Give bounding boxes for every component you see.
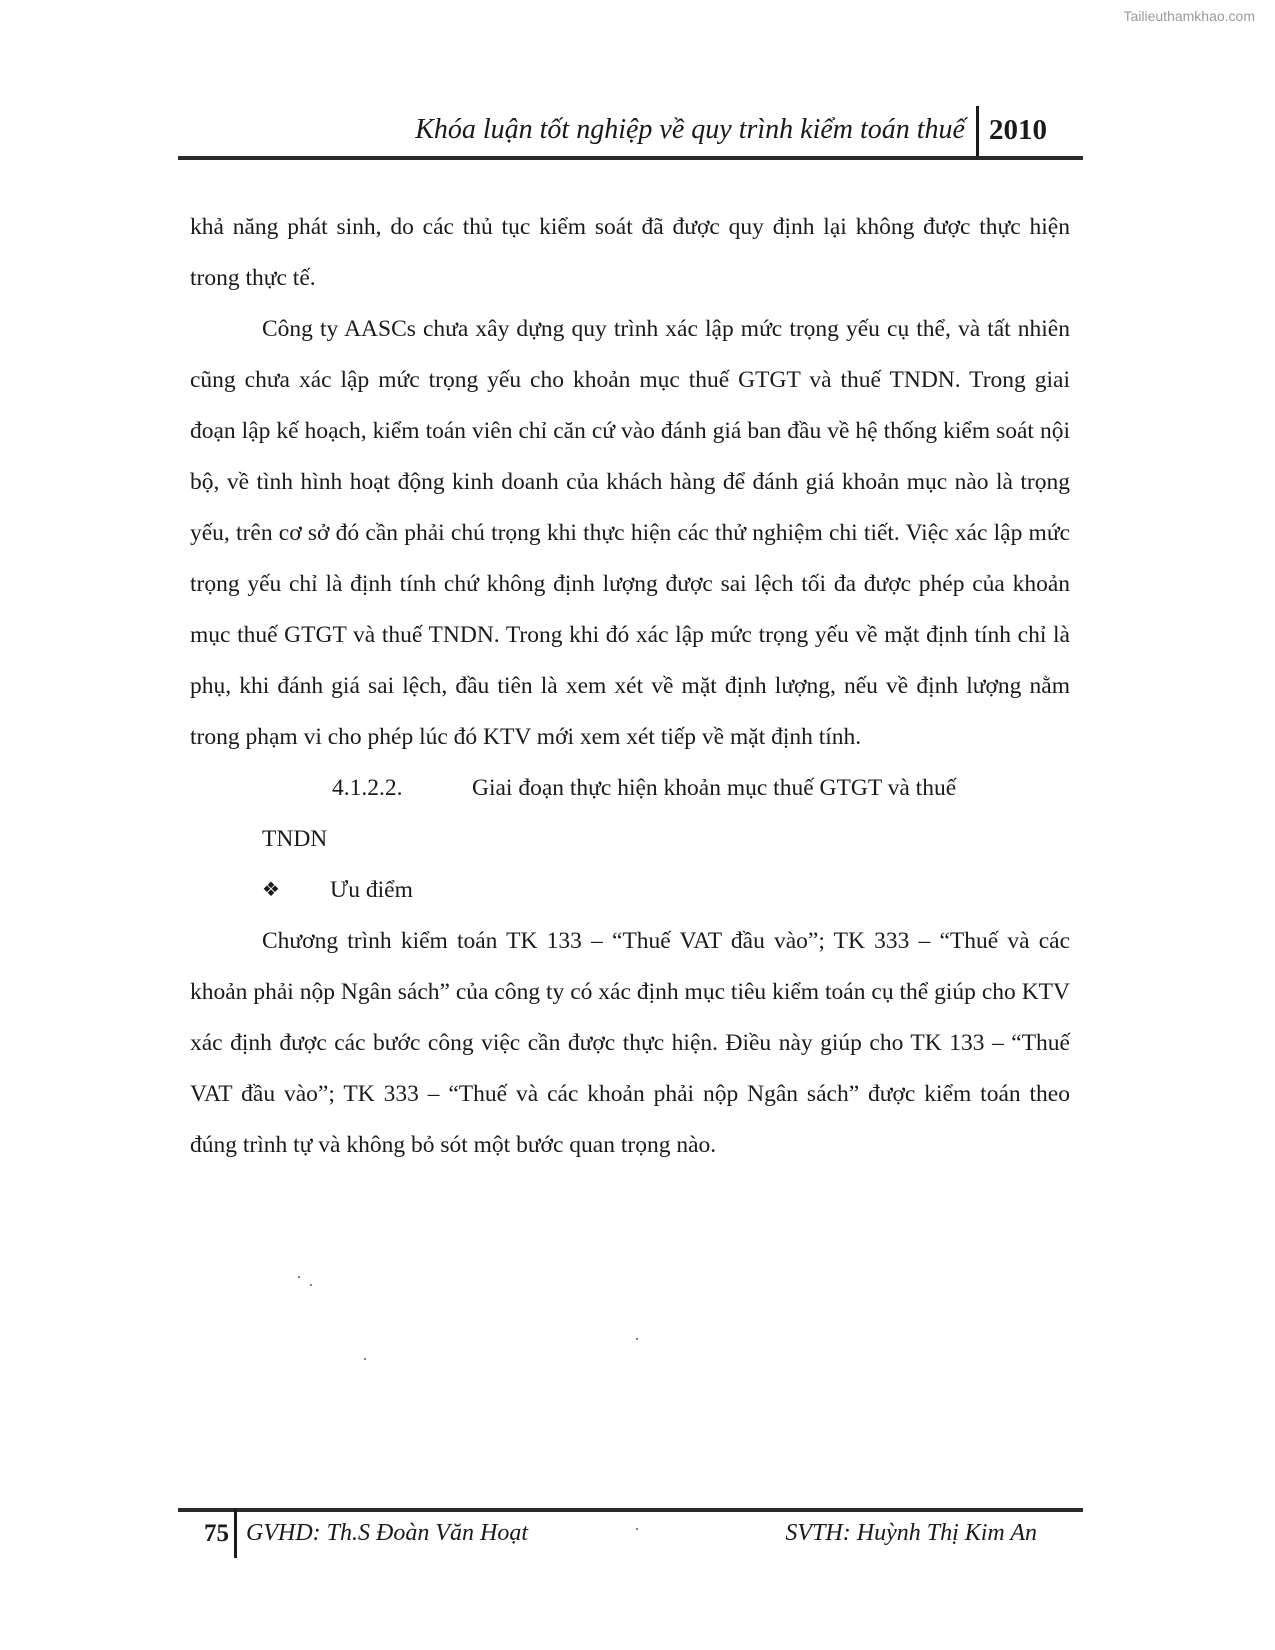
footer-separator <box>234 1508 237 1558</box>
paragraph-audit-program: Chương trình kiểm toán TK 133 – “Thuế VAT đầu vào”; TK 333 – “Thuế và các khoản phải nộp Ngân sách” của công ty có xác định mục tiêu kiểm toán cụ thể giúp cho KTV xác định được các bước công việc cần được thực hiện. Điều này giúp cho TK 133 – “Thuế VAT đầu vào”; TK 333 – “Thuế và các khoản phải nộp Ngân sách” được kiểm toán theo đúng trình tự và không bỏ sót một bước quan trọng nào. <box>190 928 1070 1158</box>
paragraph-materiality: Công ty AASCs chưa xây dựng quy trình xác lập mức trọng yếu cụ thể, và tất nhiên cũng chưa xác lập mức trọng yếu cho khoản mục thuế GTGT và thuế TNDN. Trong giai đoạn lập kế hoạch, kiểm toán viên chỉ căn cứ vào đánh giá ban đầu về hệ thống kiểm soát nội bộ, về tình hình hoạt động kinh doanh của khách hàng để đánh giá khoản mục nào là trọng yếu, trên cơ sở đó cần phải chú trọng khi thực hiện các thử nghiệm chi tiết. Việc xác lập mức trọng yếu chỉ là định tính chứ không định lượng được sai lệch tối đa được phép của khoản mục thuế GTGT và thuế TNDN. Trong khi đó xác lập mức trọng yếu về mặt định tính chỉ là phụ, khi đánh giá sai lệch, đầu tiên là xem xét về mặt định lượng, nếu về định lượng nằm trong phạm vi cho phép lúc đó KTV mới xem xét tiếp về mặt định tính. <box>190 316 1070 750</box>
header-year: 2010 <box>989 114 1047 146</box>
footer-advisor: GVHD: Th.S Đoàn Văn Hoạt <box>246 1520 528 1546</box>
bullet-label: Ưu điểm <box>330 877 413 903</box>
scan-speck <box>364 1358 366 1360</box>
diamond-bullet-icon: ❖ <box>262 879 280 901</box>
paragraph-continued: khả năng phát sinh, do các thủ tục kiểm soát đã được quy định lại không được thực hiện trong thực tế. <box>190 214 1070 291</box>
footer-rule <box>178 1508 1083 1512</box>
page-footer <box>178 1508 1083 1568</box>
scan-speck <box>636 1338 638 1340</box>
section-heading <box>190 763 1070 814</box>
header-title: Khóa luận tốt nghiệp về quy trình kiểm toán thuế <box>415 114 965 145</box>
section-title-continued: TNDN <box>262 826 328 852</box>
section-number: 4.1.2.2. <box>332 775 403 801</box>
page-content <box>190 202 1070 1171</box>
footer-student: SVTH: Huỳnh Thị Kim An <box>785 1520 1037 1546</box>
bullet-advantages <box>190 865 1070 916</box>
scan-speck <box>310 1284 312 1286</box>
section-title: Giai đoạn thực hiện khoản mục thuế GTGT và thuế <box>472 775 957 801</box>
header-rule <box>178 156 1083 160</box>
header-separator <box>976 106 979 158</box>
page-number: 75 <box>204 1520 229 1547</box>
page-header <box>178 112 1083 160</box>
watermark: Tailieuthamkhao.com <box>1123 8 1255 24</box>
scan-speck <box>298 1276 300 1278</box>
